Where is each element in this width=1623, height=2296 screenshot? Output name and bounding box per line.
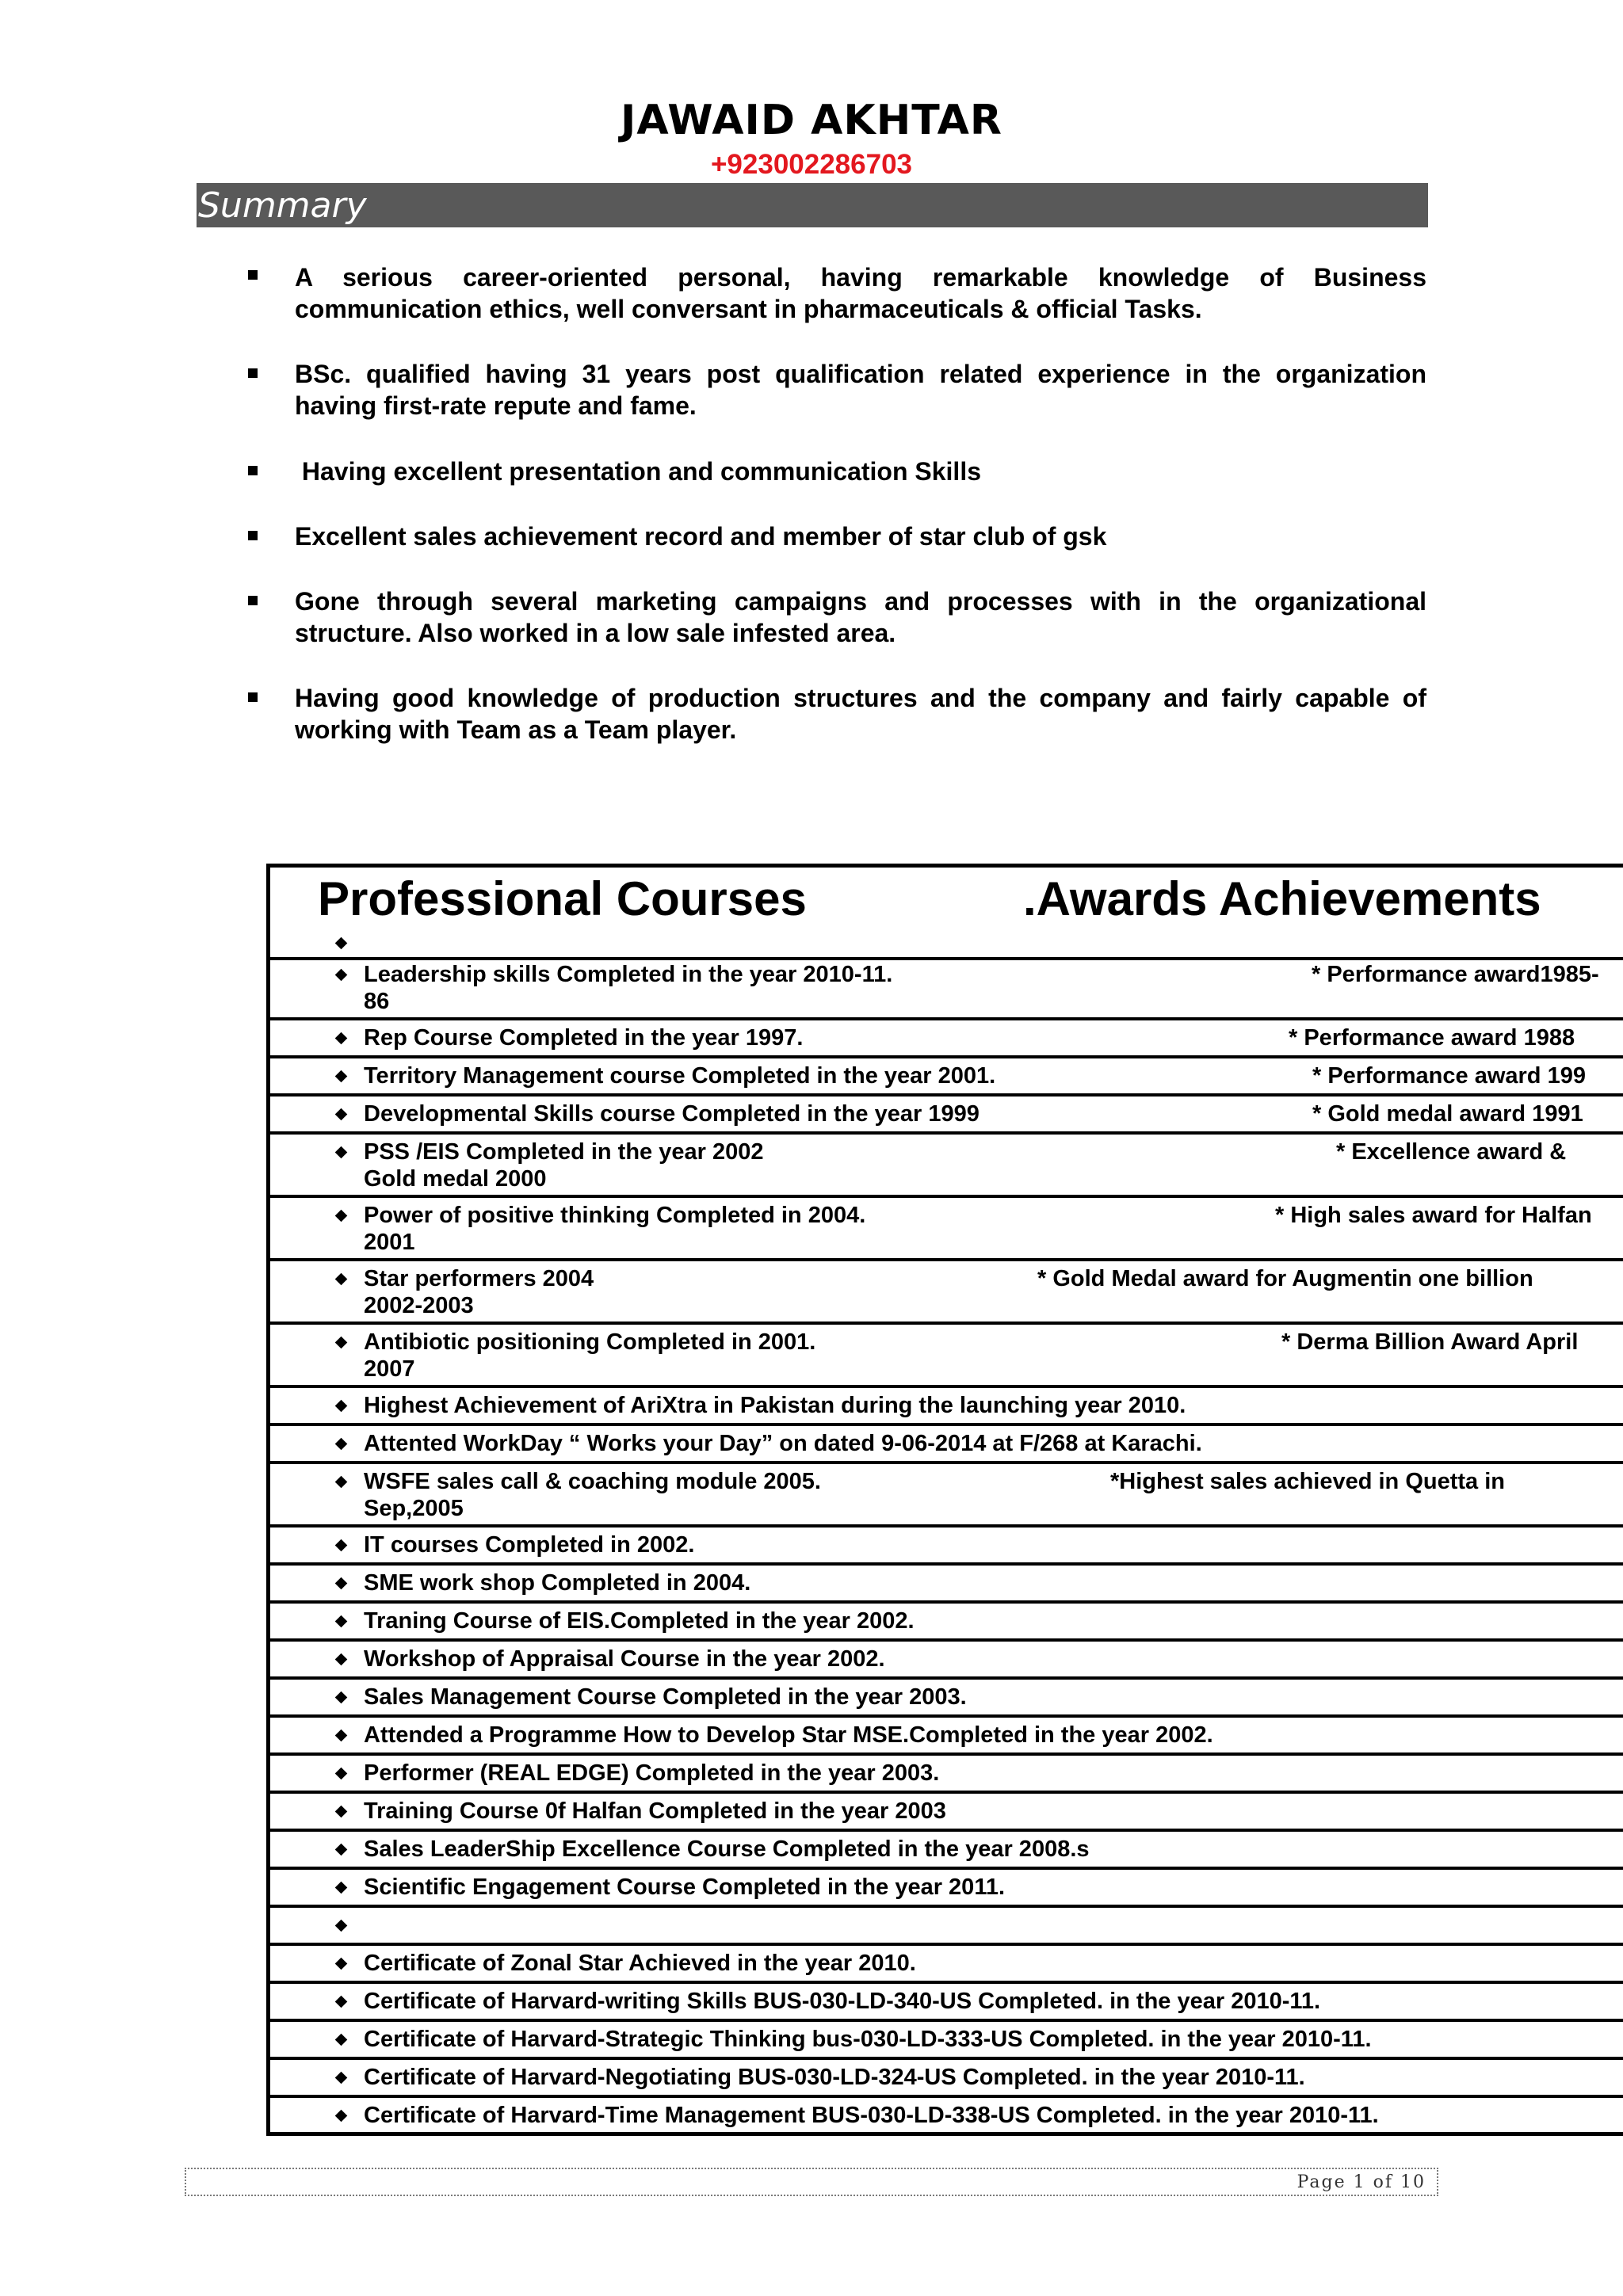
- awards-achievements-heading: .Awards Achievements: [1023, 872, 1541, 925]
- course-text: Antibiotic positioning Completed in 2001.: [364, 1329, 816, 1355]
- table-row: [270, 1426, 1623, 1464]
- table-row: [270, 1756, 1623, 1794]
- diamond-bullet-icon: [335, 1615, 348, 1628]
- diamond-bullet-icon: [335, 1108, 348, 1121]
- course-text: Certificate of Harvard-Time Management BUS-030-LD-338-US Completed. in the year 2010-11.: [364, 2103, 1379, 2128]
- award-text: * Gold Medal award for Augmentin one billion: [1037, 1266, 1533, 1291]
- square-bullet-icon: [248, 692, 258, 702]
- award-text: * High sales award for Halfan: [1275, 1203, 1592, 1228]
- course-text: Sales LeaderShip Excellence Course Completed in the year 2008.s: [364, 1836, 1090, 1862]
- table-row: [270, 957, 1623, 1020]
- course-text: Certificate of Harvard-Negotiating BUS-030-LD-324-US Completed. in the year 2010-11.: [364, 2065, 1305, 2090]
- course-text: Sales Management Course Completed in the year 2003.: [364, 1684, 967, 1710]
- summary-item: Having good knowledge of production structures and the company and fairly capable of working with Team as a Team player.: [295, 684, 1426, 744]
- table-row: [270, 1642, 1623, 1680]
- table-row: [270, 1908, 1623, 1946]
- square-bullet-icon: [248, 368, 258, 378]
- diamond-bullet-icon: [335, 1768, 348, 1780]
- course-text: PSS /EIS Completed in the year 2002: [364, 1139, 764, 1165]
- diamond-bullet-icon: [335, 2034, 348, 2046]
- award-text: *Highest sales achieved in Quetta in: [1110, 1469, 1505, 1494]
- table-row: [270, 1261, 1623, 1325]
- diamond-bullet-icon: [335, 969, 348, 982]
- diamond-bullet-icon: [335, 1996, 348, 2008]
- table-row: [270, 1464, 1623, 1527]
- course-text: Certificate of Zonal Star Achieved in the year 2010.: [364, 1951, 916, 1976]
- award-text: * Performance award 199: [1312, 1063, 1586, 1089]
- diamond-bullet-icon: [335, 1070, 348, 1083]
- diamond-bullet-icon: [335, 1400, 348, 1413]
- diamond-bullet-icon: [335, 1146, 348, 1159]
- course-text: Rep Course Completed in the year 1997.: [364, 1025, 804, 1051]
- course-text-continued: 2001: [364, 1230, 415, 1255]
- course-text: Attended a Programme How to Develop Star MSE.Completed in the year 2002.: [364, 1722, 1213, 1748]
- course-text: Performer (REAL EDGE) Completed in the year 2003.: [364, 1760, 940, 1786]
- table-row: [270, 1566, 1623, 1604]
- courses-awards-table: [266, 864, 1623, 2136]
- table-row: [270, 2098, 1623, 2136]
- diamond-bullet-icon: [335, 1730, 348, 1742]
- candidate-name: JAWAID AKHTAR: [621, 97, 1002, 144]
- phone-number: +923002286703: [710, 149, 913, 180]
- table-row: [270, 1984, 1623, 2022]
- course-text: Power of positive thinking Completed in 2004.: [364, 1203, 866, 1228]
- course-text: Certificate of Harvard-Strategic Thinking bus-030-LD-333-US Completed. in the year 2010-11.: [364, 2027, 1372, 2052]
- diamond-bullet-icon: [335, 1920, 348, 1932]
- diamond-bullet-icon: [335, 1882, 348, 1894]
- table-row: [270, 1718, 1623, 1756]
- course-text: Certificate of Harvard-writing Skills BUS-030-LD-340-US Completed. in the year 2010-11.: [364, 1989, 1321, 2014]
- diamond-bullet-icon: [335, 1577, 348, 1590]
- table-row: [270, 1020, 1623, 1058]
- table-row: [270, 1870, 1623, 1908]
- table-row: [270, 1680, 1623, 1718]
- table-row: [270, 2022, 1623, 2060]
- table-row: [270, 1832, 1623, 1870]
- summary-title: Summary: [198, 185, 367, 226]
- course-text: IT courses Completed in 2002.: [364, 1532, 695, 1558]
- diamond-bullet-icon: [335, 1032, 348, 1045]
- course-text: Scientific Engagement Course Completed in the year 2011.: [364, 1875, 1006, 1900]
- summary-item: Gone through several marketing campaigns and processes with in the organizational structure. Also worked in a low sale infested area.: [295, 587, 1426, 647]
- diamond-bullet-icon: [335, 1653, 348, 1666]
- square-bullet-icon: [248, 596, 258, 605]
- course-text: Territory Management course Completed in the year 2001.: [364, 1063, 996, 1089]
- table-row: [270, 1325, 1623, 1388]
- course-text: Highest Achievement of AriXtra in Pakistan during the launching year 2010.: [364, 1393, 1186, 1418]
- diamond-bullet-icon: [335, 1806, 348, 1818]
- table-row: [270, 1527, 1623, 1566]
- diamond-bullet-icon: [335, 1210, 348, 1222]
- table-row: [270, 1058, 1623, 1097]
- table-row: [270, 1198, 1623, 1261]
- course-text: WSFE sales call & coaching module 2005.: [364, 1469, 821, 1494]
- diamond-bullet-icon: [335, 1337, 348, 1349]
- diamond-bullet-icon: [335, 1958, 348, 1970]
- table-row: [270, 1946, 1623, 1984]
- course-text: SME work shop Completed in 2004.: [364, 1570, 751, 1596]
- page-number: Page 1 of 10: [1296, 2172, 1426, 2192]
- summary-item: BSc. qualified having 31 years post qualification related experience in the organization having first-rate repute and fame.: [295, 360, 1426, 420]
- diamond-bullet-icon: [335, 1476, 348, 1489]
- square-bullet-icon: [248, 270, 258, 280]
- course-text: Traning Course of EIS.Completed in the year 2002.: [364, 1608, 915, 1634]
- diamond-bullet-icon: [335, 1691, 348, 1704]
- diamond-bullet-icon: [335, 2110, 348, 2122]
- course-text-continued: Gold medal 2000: [364, 1166, 547, 1192]
- course-text-continued: 2007: [364, 1356, 415, 1382]
- square-bullet-icon: [248, 466, 258, 475]
- table-row: [270, 2060, 1623, 2098]
- summary-header-bar: [197, 183, 1428, 227]
- summary-item: Having excellent presentation and communication Skills: [295, 457, 981, 486]
- square-bullet-icon: [248, 531, 258, 540]
- table-row: [270, 1097, 1623, 1135]
- professional-courses-heading: Professional Courses: [318, 872, 807, 925]
- table-row: [270, 1604, 1623, 1642]
- header-row: [270, 868, 1623, 960]
- course-text: Developmental Skills course Completed in the year 1999: [364, 1101, 980, 1127]
- page-footer: [185, 2168, 1438, 2196]
- award-text: * Derma Billion Award April: [1281, 1329, 1579, 1355]
- table-row: [270, 1794, 1623, 1832]
- table-row: [270, 1388, 1623, 1426]
- award-text: * Performance award1985-: [1312, 962, 1599, 987]
- diamond-bullet-icon: [335, 1539, 348, 1552]
- table-row: [270, 1135, 1623, 1198]
- course-text: Workshop of Appraisal Course in the year 2002.: [364, 1646, 885, 1672]
- course-text-continued: 2002-2003: [364, 1293, 474, 1318]
- course-text: Training Course 0f Halfan Completed in the year 2003: [364, 1798, 946, 1824]
- award-text: * Gold medal award 1991: [1312, 1101, 1583, 1127]
- diamond-bullet-icon: [335, 2072, 348, 2084]
- course-text: Star performers 2004: [364, 1266, 594, 1291]
- course-text-continued: Sep,2005: [364, 1496, 464, 1521]
- course-text: Leadership skills Completed in the year 2010-11.: [364, 962, 893, 987]
- diamond-bullet-icon: [335, 1438, 348, 1451]
- course-text-continued: 86: [364, 989, 390, 1014]
- diamond-bullet-icon: [335, 1844, 348, 1856]
- award-text: * Performance award 1988: [1289, 1025, 1575, 1051]
- summary-item: A serious career-oriented personal, having remarkable knowledge of Business communication ethics, well conversant in pharmaceuticals & official Tasks.: [295, 263, 1426, 323]
- diamond-bullet-icon: [335, 1273, 348, 1286]
- award-text: * Excellence award &: [1336, 1139, 1567, 1165]
- course-text: Attented WorkDay “ Works your Day” on dated 9-06-2014 at F/268 at Karachi.: [364, 1431, 1202, 1456]
- summary-item: Excellent sales achievement record and member of star club of gsk: [295, 522, 1107, 551]
